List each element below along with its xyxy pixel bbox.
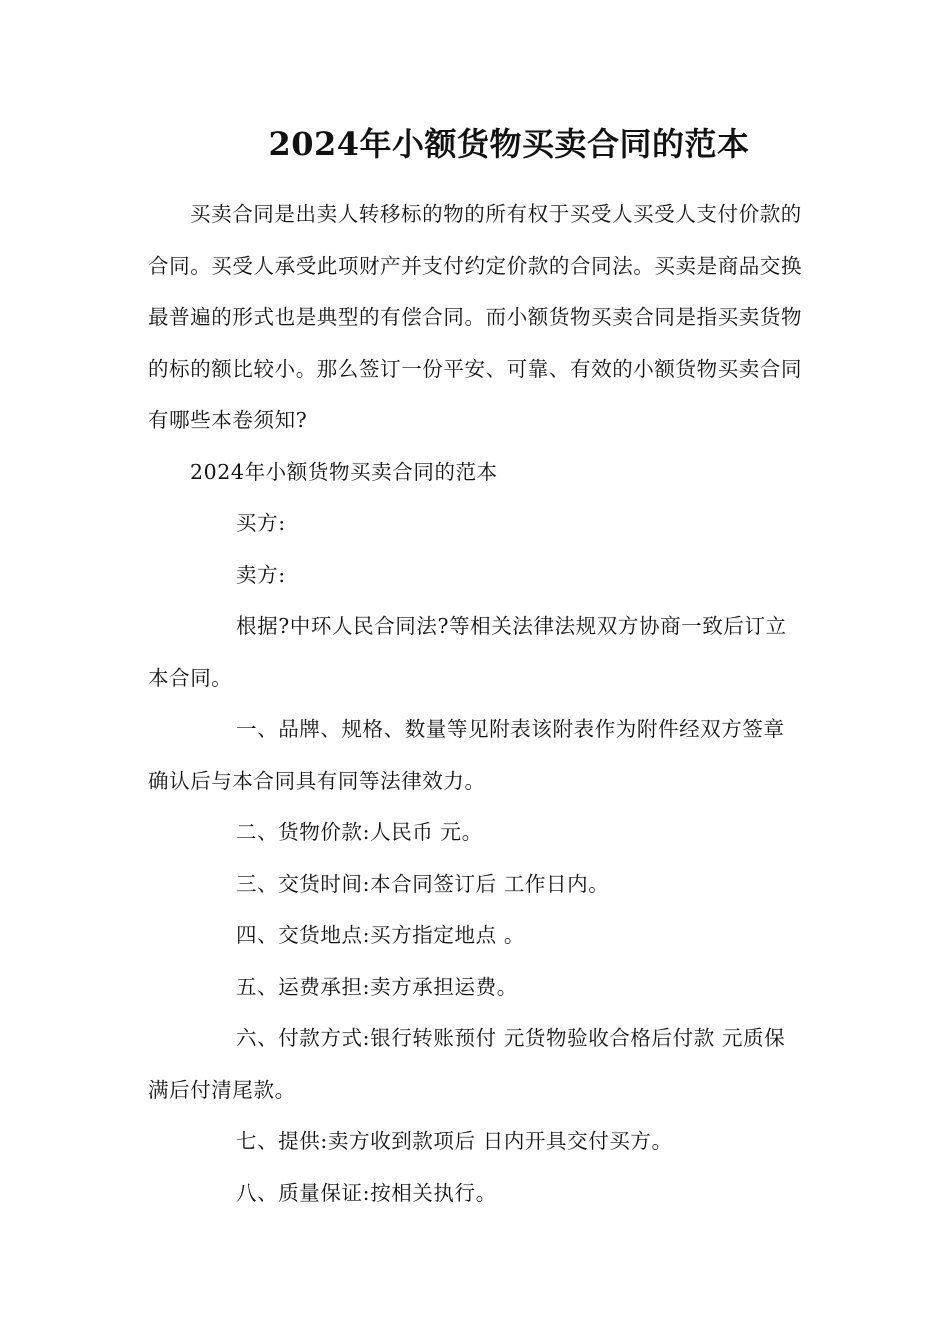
clause-3: 三、交货时间:本合同签订后 工作日内。 — [236, 871, 610, 896]
clause-6: 六、付款方式:银行转账预付 元货物验收合格后付款 元质保满后付清尾款。 — [148, 1026, 786, 1102]
clause-4: 四、交货地点:买方指定地点 。 — [236, 923, 525, 947]
clause-2: 二、货物价款:人民币 元。 — [236, 820, 483, 844]
clause-7: 七、提供:卖方收到款项后 日内开具交付买方。 — [236, 1129, 673, 1153]
intro-paragraph: 买卖合同是出卖人转移标的物的所有权于买受人买受人支付价款的合同。买受人承受此项财产并支付约定价款的合同法。买卖是商品交换最普遍的形式也是典型的有偿合同。而小额货物买卖合同是指买卖货物的标的额比较小。那么签订一份平安、可靠、有效的小额货物买卖合同有哪些本卷须知? — [148, 202, 803, 432]
document-title: 2024年小额货物买卖合同的范本 — [268, 125, 750, 163]
clause-1: 一、品牌、规格、数量等见附表该附表作为附件经双方签章确认后与本合同具有同等法律效力。 — [148, 717, 785, 793]
basis-paragraph: 根据?中环人民合同法?等相关法律法规双方协商一致后订立本合同。 — [148, 614, 787, 690]
subtitle-paragraph: 2024年小额货物买卖合同的范本 — [190, 459, 498, 484]
buyer-line: 买方: — [236, 511, 286, 535]
seller-line: 卖方: — [236, 562, 286, 587]
clause-8: 八、质量保证:按相关执行。 — [236, 1180, 497, 1205]
clause-5: 五、运费承担:卖方承担运费。 — [236, 974, 518, 999]
document-body — [148, 189, 803, 1219]
